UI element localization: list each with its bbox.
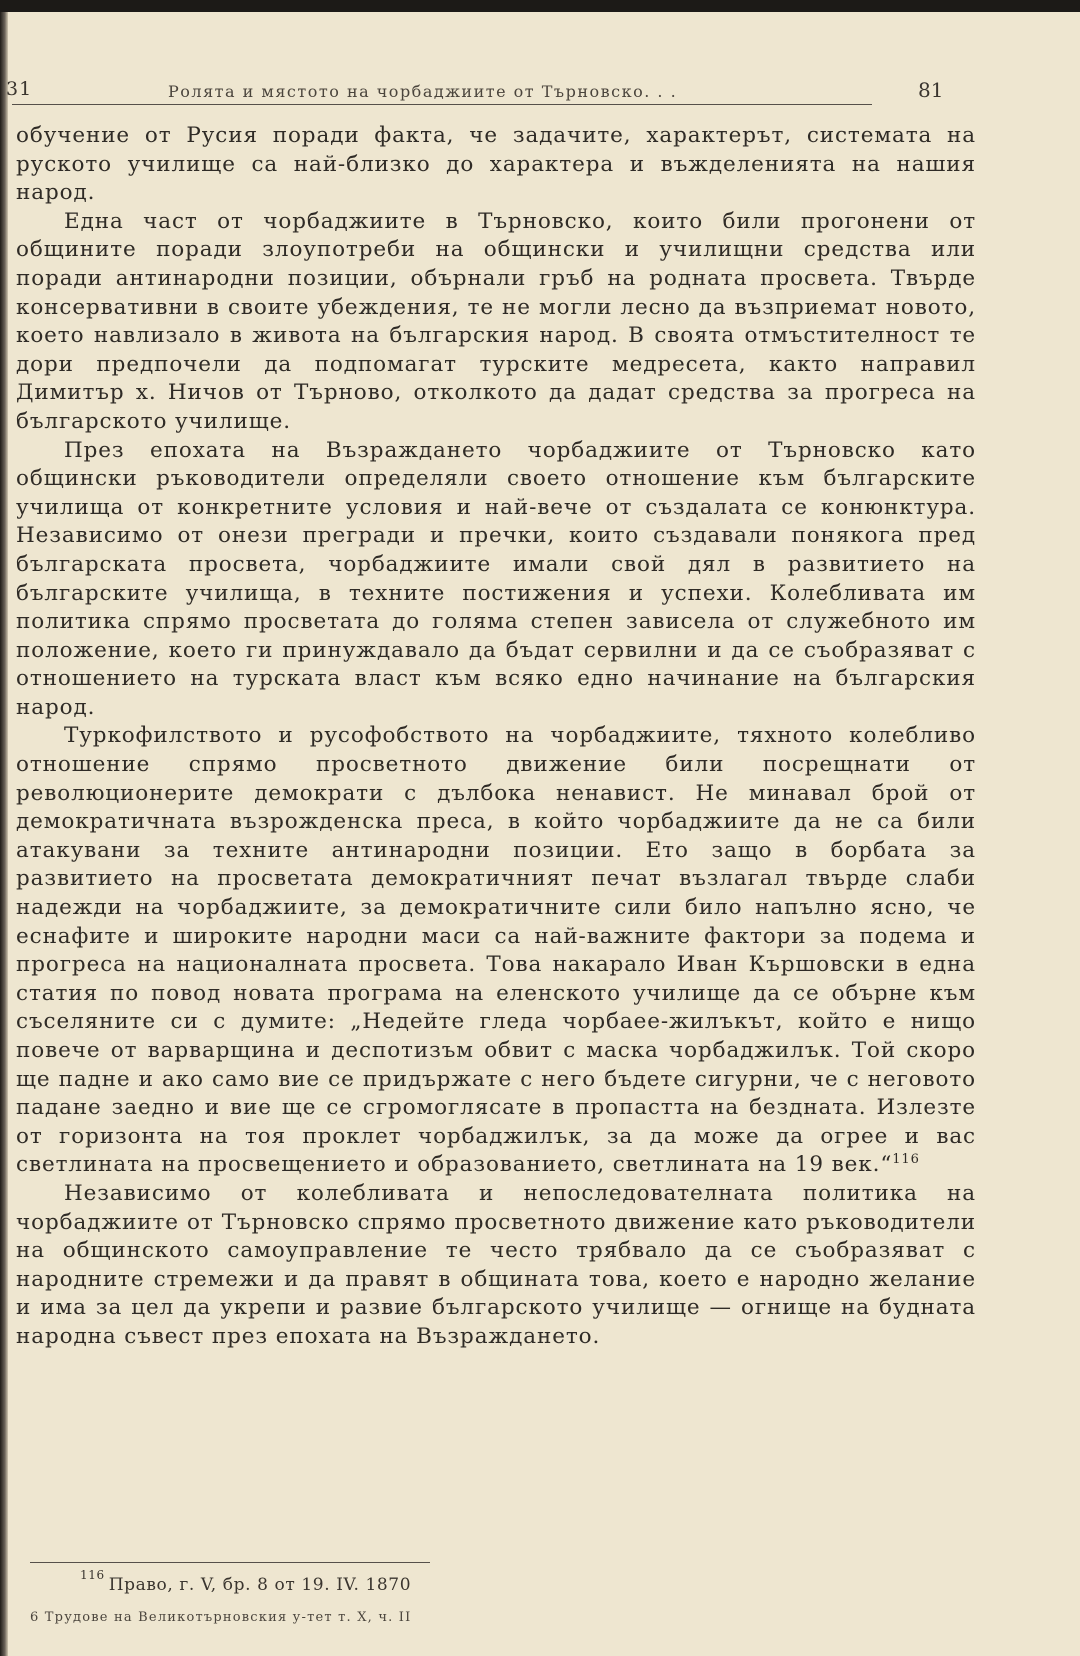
printer-signature: 6 Трудове на Великотърновския у-тет т. X, ч. II xyxy=(30,1610,412,1625)
paragraph-with-quote xyxy=(16,722,976,1180)
paragraph: Независимо от колебливата и непоследователната политика на чорбаджиите от Търновско спрямо просветното движение като ръководители на общинското самоуправление те често трябвало да се съобразяват с народните стремежи и да правят в общината това, което е народно желание и има за цел да укрепи и развие българското училище — огнище на будната народна съвест през епохата на Възраждането. xyxy=(16,1180,976,1349)
footnote xyxy=(80,1568,412,1595)
scan-top-edge xyxy=(0,0,1080,12)
paragraph: През епохата на Възраждането чорбаджиите от Търновско като общински ръководители определяли своето отношение към българските училища от конкретните условия и най-вече от създалата се конюнктура. Независимо от онези прегради и пречки, които създавали понякога пред българската просвета, чорбаджиите имали свой дял в развитието на българските училища, в техните постижения и успехи. Колебливата им политика спрямо просветата до голяма степен зависела от служебното им положение, което ги принуждавало да бъдат сервилни и да се съобразяват с отношението на турската власт към всяко едно начинание на българския народ. xyxy=(16,437,976,720)
binding-edge xyxy=(0,12,8,1656)
header-rule xyxy=(12,104,872,105)
paragraph-text: Туркофилството и русофобството на чорбаджиите, тяхното колебливо отношение спрямо просветното движение били посрещнати от революционерите демократи с дълбока ненавист. Не минавал брой от демократичната възрожденска преса, в който чорбаджиите да не са били атакувани за техните антинародни позиции. Ето защо в борбата за развитието на просветата демократичният печат възлагал твърде слаби надежди на чорбаджиите, за демократичните сили било напълно ясно, че еснафите и широките народни маси са най-важните фактори за подема и прогреса на националната просвета. Това накарало Иван Кършовски в една статия по повод новата програма на еленското училище да се обърне към съселяните си с думите: „Недейте гледа чорбаее-жилъкът, който е нищо повече от варварщина и деспотизъм обвит с маска чорбаджилък. Той скоро ще падне и ако само вие се придържате с него бъдете сигурни, че с неговото падане заедно и вие ще се сгромоглясате в пропастта на бездната. Излезте от горизонта на тоя проклет чорбаджилък, за да може да огрее и вас светлината на просвещението и образованието, светлината на 19 век.“ xyxy=(16,723,976,1178)
footnote-text: Право, г. V, бр. 8 от 19. IV. 1870 xyxy=(108,1575,412,1595)
running-head xyxy=(0,78,980,110)
footnote-number: 116 xyxy=(80,1568,105,1582)
body-text xyxy=(16,122,976,1352)
running-head-left-number: 31 xyxy=(6,78,33,100)
footnote-rule xyxy=(30,1562,430,1563)
page-number: 81 xyxy=(918,78,944,102)
paragraph-continuation: обучение от Русия поради факта, че задачите, характерът, системата на руското училище са най-близко до характера и въжделенията на нашия народ. xyxy=(16,123,976,206)
running-head-title: Ролята и мястото на чорбаджиите от Търновско. . . xyxy=(168,82,678,101)
paragraph: Една част от чорбаджиите в Търновско, които били прогонени от общините поради злоупотреби на общински и училищни средства или поради антинародни позиции, обърнали гръб на родната просвета. Твърде консервативни в своите убеждения, те не могли лесно да възприемат новото, което навлизало в живота на българския народ. В своята отмъстителност те дори предпочели да подпомагат турските медресета, както направил Димитър х. Ничов от Търново, отколкото да дадат средства за прогреса на българското училище. xyxy=(16,208,976,434)
footnote-reference[interactable]: 116 xyxy=(892,1152,920,1168)
